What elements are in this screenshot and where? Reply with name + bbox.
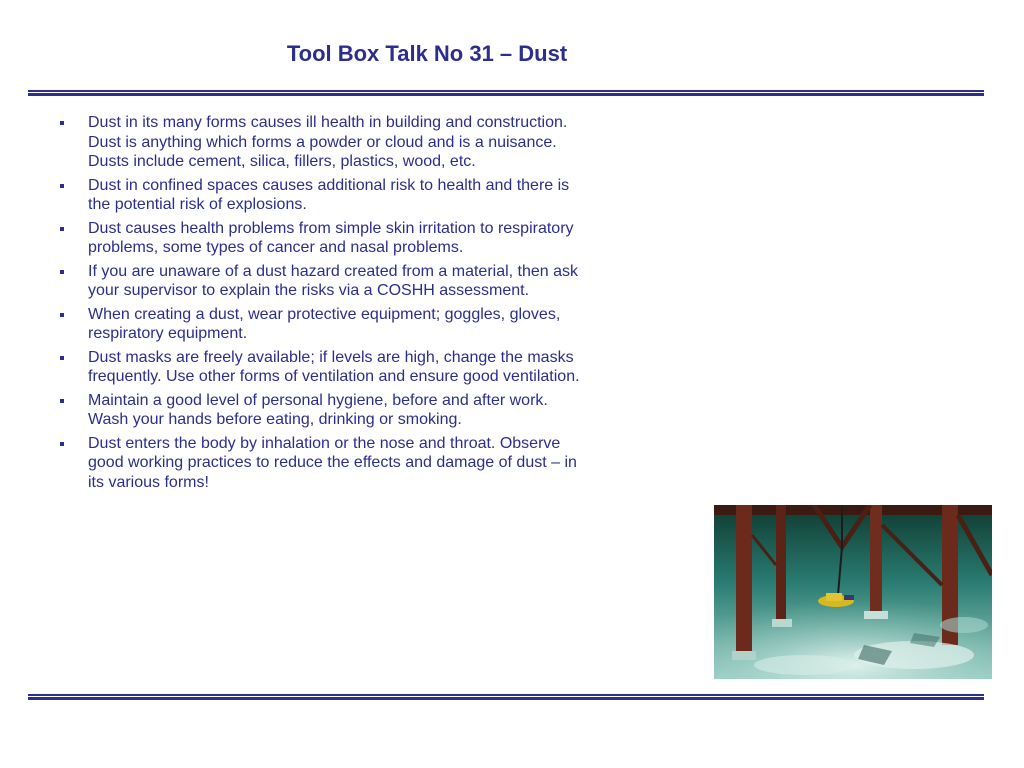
square-bullet-icon bbox=[60, 313, 64, 317]
bullet-item bbox=[60, 434, 720, 493]
bullet-text: Dust masks are freely available; if levels are high, change the masks frequently. Use other forms of ventilation and ensure good ventilation. bbox=[88, 348, 580, 385]
bullet-item bbox=[60, 262, 720, 301]
slide-title: Tool Box Talk No 31 – Dust bbox=[286, 41, 568, 66]
bullet-text: When creating a dust, wear protective equipment; goggles, gloves, respiratory equipment. bbox=[88, 305, 561, 342]
bullet-text: Dust in its many forms causes ill health in building and construction. Dust is anything which forms a powder or cloud and is a nuisance. Dusts include cement, silica, fillers, plastics, wood, etc. bbox=[88, 114, 568, 170]
bullet-item bbox=[60, 176, 720, 215]
bullet-item bbox=[60, 305, 720, 344]
square-bullet-icon bbox=[60, 356, 64, 360]
bullet-text: Dust enters the body by inhalation or the nose and throat. Observe good working practices to reduce the effects and damage of dust – in its various forms! bbox=[88, 434, 577, 491]
footer-divider bbox=[28, 694, 984, 700]
square-bullet-icon bbox=[60, 442, 64, 446]
bullet-item bbox=[60, 219, 720, 258]
bullet-item bbox=[60, 391, 720, 430]
bullet-item bbox=[60, 348, 720, 387]
bullet-list bbox=[60, 113, 720, 496]
photo-illustration bbox=[714, 505, 992, 679]
bullet-text: Dust causes health problems from simple skin irritation to respiratory problems, some types of cancer and nasal problems. bbox=[88, 219, 574, 256]
square-bullet-icon bbox=[60, 227, 64, 231]
square-bullet-icon bbox=[60, 184, 64, 188]
bullet-text: Maintain a good level of personal hygiene, before and after work. Wash your hands before eating, drinking or smoking. bbox=[88, 391, 548, 428]
square-bullet-icon bbox=[60, 399, 64, 403]
bullet-item bbox=[60, 113, 720, 172]
dusty-site-photo bbox=[714, 505, 992, 679]
bullet-text: If you are unaware of a dust hazard created from a material, then ask your supervisor to explain the risks via a COSHH assessment. bbox=[88, 262, 579, 299]
square-bullet-icon bbox=[60, 121, 64, 125]
bullet-text: Dust in confined spaces causes additional risk to health and there is the potential risk of explosions. bbox=[88, 176, 570, 213]
square-bullet-icon bbox=[60, 270, 64, 274]
header-divider bbox=[28, 90, 984, 96]
